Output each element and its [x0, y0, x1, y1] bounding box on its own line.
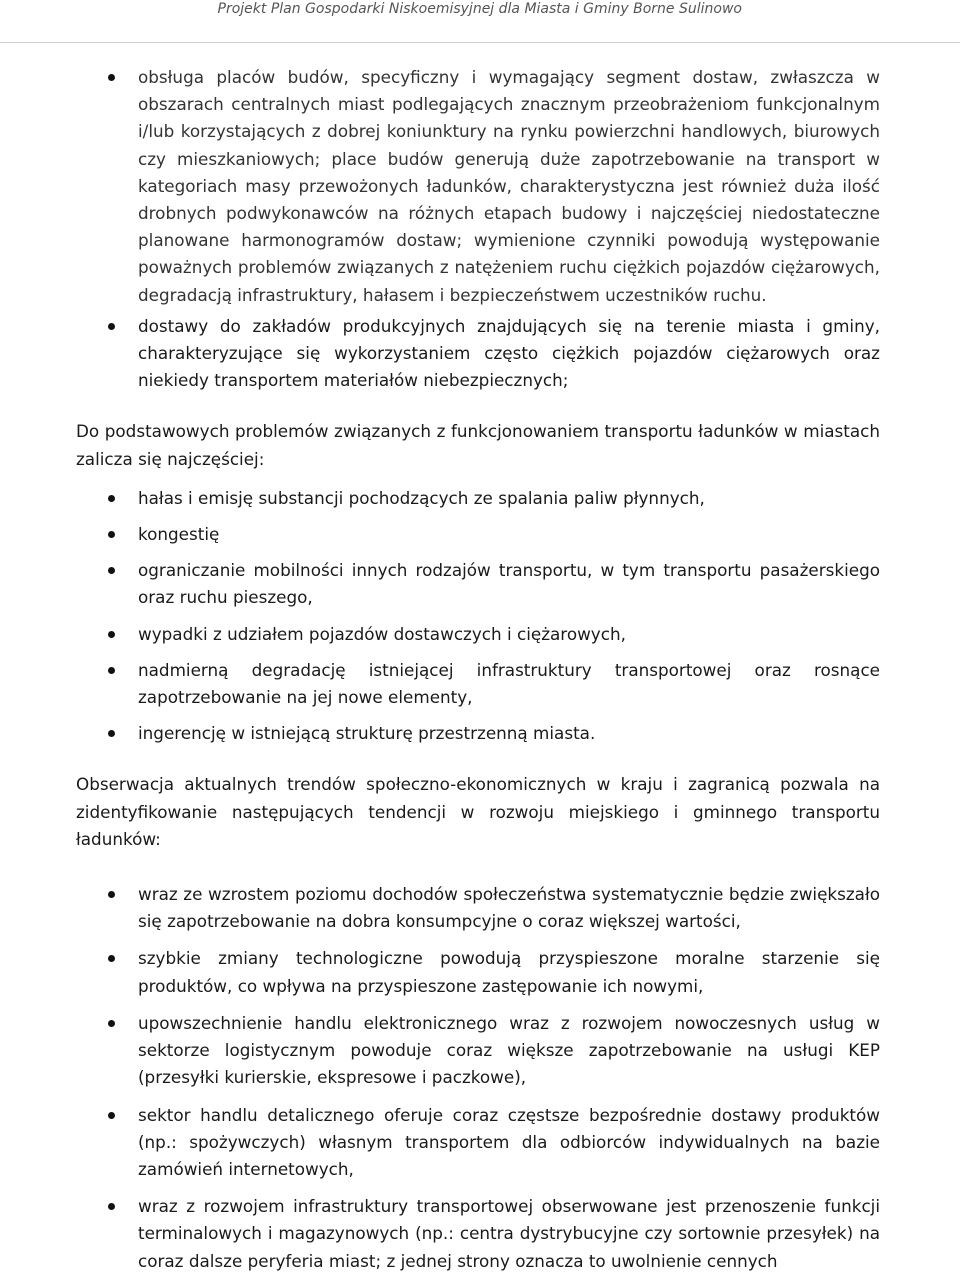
list-item: wypadki z udziałem pojazdów dostawczych i ciężarowych, [76, 621, 880, 648]
header-divider [0, 42, 960, 43]
bullet-list-trends [76, 881, 880, 1275]
list-item: sektor handlu detalicznego oferuje coraz częstsze bezpośrednie dostawy produktów (np.: spożywczych) własnym transportem dla odbiorców indywidualnych na bazie zamówień internetowych, [76, 1102, 880, 1184]
header-title: Projekt Plan Gospodarki Niskoemisyjnej dla Miasta i Gminy Borne Sulinowo [217, 1, 742, 17]
page-header [0, 0, 960, 20]
bullet-list-delivery-types [76, 64, 880, 394]
list-item: kongestię [76, 521, 880, 548]
list-item: wraz z rozwojem infrastruktury transportowej obserwowane jest przenoszenie funkcji terminalowych i magazynowych (np.: centra dystrybucyjne czy sortownie przesyłek) na coraz dalsze peryferia miast; z jednej strony oznacza to uwolnienie cennych [76, 1193, 880, 1275]
list-item: wraz ze wzrostem poziomu dochodów społeczeństwa systematycznie będzie zwiększało się zapotrzebowanie na dobra konsumpcyjne o coraz większej wartości, [76, 881, 880, 935]
list-item: nadmierną degradację istniejącej infrastruktury transportowej oraz rosnące zapotrzebowanie na jej nowe elementy, [76, 657, 880, 711]
list-item: dostawy do zakładów produkcyjnych znajdujących się na terenie miasta i gminy, charakteryzujące się wykorzystaniem często ciężkich pojazdów ciężarowych oraz niekiedy transportem materiałów niebezpiecznych; [76, 313, 880, 395]
list-item: szybkie zmiany technologiczne powodują przyspieszone moralne starzenie się produktów, co wpływa na przyspieszone zastępowanie ich nowymi, [76, 945, 880, 999]
list-item: obsługa placów budów, specyficzny i wymagający segment dostaw, zwłaszcza w obszarach centralnych miast podlegających znacznym przeobrażeniom funkcjonalnym i/lub korzystających z dobrej koniunktury na rynku powierzchni handlowych, biurowych czy mieszkaniowych; place budów generują duże zapotrzebowanie na transport w kategoriach masy przewożonych ładunków, charakterystyczna jest również duża ilość drobnych podwykonawców na różnych etapach budowy i najczęściej niedostateczne planowane harmonogramów dostaw; wymienione czynniki powodują występowanie poważnych problemów związanych z natężeniem ruchu ciężkich pojazdów ciężarowych, degradacją infrastruktury, hałasem i bezpieczeństwem uczestników ruchu. [76, 64, 880, 309]
paragraph-trends-intro: Obserwacja aktualnych trendów społeczno-ekonomicznych w kraju i zagranicą pozwala na zidentyfikowanie następujących tendencji w rozwoju miejskiego i gminnego transportu ładunków: [76, 774, 880, 849]
list-item: ograniczanie mobilności innych rodzajów transportu, w tym transportu pasażerskiego oraz ruchu pieszego, [76, 557, 880, 611]
bullet-list-problems [76, 485, 880, 748]
list-item: ingerencję w istniejącą strukturę przestrzenną miasta. [76, 720, 880, 747]
document-body [76, 64, 880, 1285]
paragraph-problems-intro: Do podstawowych problemów związanych z funkcjonowaniem transportu ładunków w miastach zalicza się najczęściej: [76, 421, 880, 469]
list-item: upowszechnienie handlu elektronicznego wraz z rozwojem nowoczesnych usług w sektorze logistycznym powoduje coraz większe zapotrzebowanie na usługi KEP (przesyłki kurierskie, ekspresowe i paczkowe), [76, 1010, 880, 1092]
list-item: hałas i emisję substancji pochodzących ze spalania paliw płynnych, [76, 485, 880, 512]
